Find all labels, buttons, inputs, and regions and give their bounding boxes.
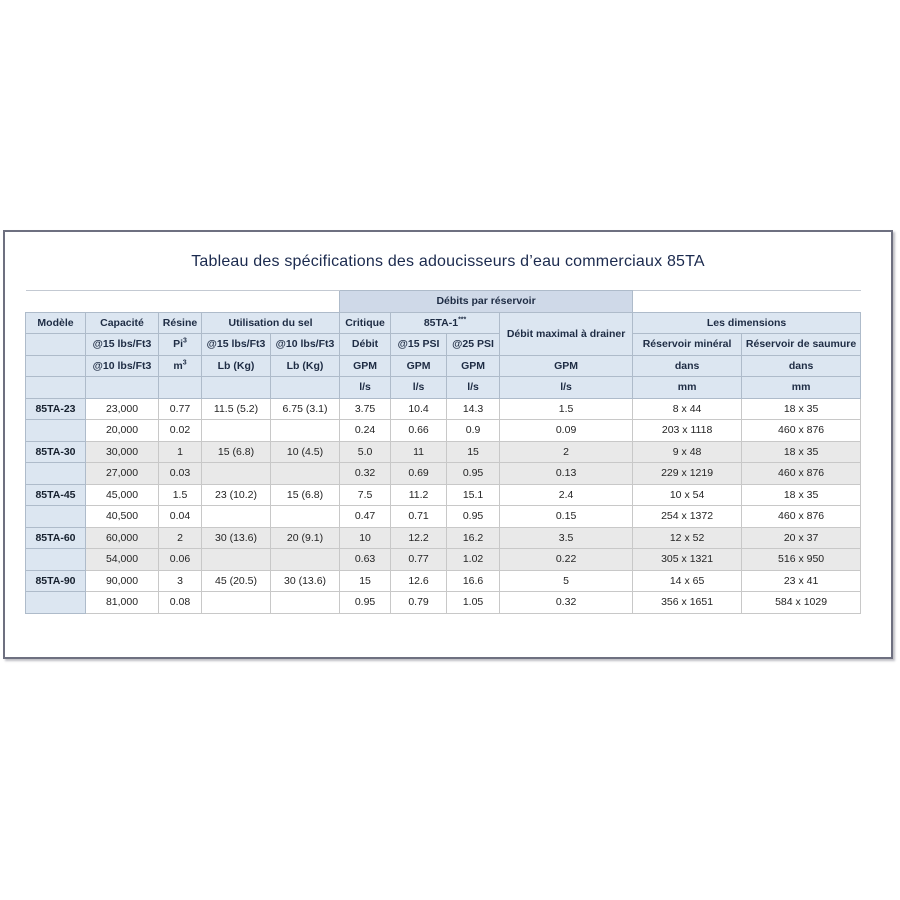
page-title: Tableau des spécifications des adoucisseurs d’eau commerciaux 85TA	[191, 253, 705, 270]
header-sel-at10: @10 lbs/Ft3	[271, 334, 340, 356]
cell-salt15	[202, 549, 271, 571]
cell-salt15: 15 (6.8)	[202, 441, 271, 463]
table-row	[26, 592, 861, 614]
header-85ta1-footnote: ***	[458, 316, 467, 324]
cell-resin: 0.77	[159, 398, 202, 420]
cell-critical: 0.95	[340, 592, 391, 614]
header-row-2	[26, 334, 861, 356]
cell-psi15: 11	[391, 441, 447, 463]
header-psi15: @15 PSI	[391, 334, 447, 356]
cell-salt15: 45 (20.5)	[202, 570, 271, 592]
table-row	[26, 398, 861, 420]
cell-drain: 2.4	[500, 484, 633, 506]
cell-capacity: 54,000	[86, 549, 159, 571]
cell-psi15: 12.2	[391, 527, 447, 549]
header-gpm: GPM	[500, 355, 633, 377]
cell-drain: 3.5	[500, 527, 633, 549]
cell-salt15	[202, 420, 271, 442]
cell-critical: 15	[340, 570, 391, 592]
table-row	[26, 420, 861, 442]
table-row	[26, 441, 861, 463]
header-m3	[159, 355, 202, 377]
band-debits-par-reservoir: Débits par réservoir	[340, 291, 633, 313]
cell-mineral: 356 x 1651	[633, 592, 742, 614]
cell-psi15: 10.4	[391, 398, 447, 420]
cell-mineral: 14 x 65	[633, 570, 742, 592]
header-modele-blank	[26, 355, 86, 377]
table-row	[26, 549, 861, 571]
cell-model: 85TA-23	[26, 398, 86, 420]
header-modele: Modèle	[26, 312, 86, 334]
header-debit-maximal: Débit maximal à drainer	[500, 312, 633, 355]
header-cap-at10: @10 lbs/Ft3	[86, 355, 159, 377]
cell-psi25: 1.02	[447, 549, 500, 571]
cell-salt15: 11.5 (5.2)	[202, 398, 271, 420]
header-85ta1-group	[391, 312, 500, 334]
header-dans: dans	[633, 355, 742, 377]
cell-capacity: 23,000	[86, 398, 159, 420]
table-row	[26, 506, 861, 528]
cell-critical: 0.32	[340, 463, 391, 485]
header-gpm: GPM	[340, 355, 391, 377]
header-resine: Résine	[159, 312, 202, 334]
header-psi25: @25 PSI	[447, 334, 500, 356]
cell-model	[26, 463, 86, 485]
header-sel-blank	[202, 377, 271, 399]
cell-mineral: 8 x 44	[633, 398, 742, 420]
cell-brine: 460 x 876	[742, 463, 861, 485]
cell-critical: 0.24	[340, 420, 391, 442]
header-resine-blank	[159, 377, 202, 399]
cell-brine: 18 x 35	[742, 398, 861, 420]
cell-salt10: 20 (9.1)	[271, 527, 340, 549]
header-ls: l/s	[391, 377, 447, 399]
cell-capacity: 45,000	[86, 484, 159, 506]
header-critique: Critique	[340, 312, 391, 334]
cell-mineral: 12 x 52	[633, 527, 742, 549]
cell-critical: 10	[340, 527, 391, 549]
cell-model	[26, 592, 86, 614]
cell-resin: 0.08	[159, 592, 202, 614]
header-85ta1-label: 85TA-1	[423, 316, 459, 329]
table-row	[26, 570, 861, 592]
cell-brine: 584 x 1029	[742, 592, 861, 614]
cell-critical: 7.5	[340, 484, 391, 506]
cell-resin: 1	[159, 441, 202, 463]
band-row	[26, 291, 861, 313]
cell-drain: 1.5	[500, 398, 633, 420]
cell-capacity: 90,000	[86, 570, 159, 592]
cell-salt15	[202, 463, 271, 485]
header-ls: l/s	[447, 377, 500, 399]
table-header	[26, 291, 861, 399]
cell-psi15: 0.71	[391, 506, 447, 528]
pi-base: Pi	[173, 338, 183, 351]
cell-salt15: 30 (13.6)	[202, 527, 271, 549]
m-base: m	[173, 359, 183, 372]
cell-psi25: 1.05	[447, 592, 500, 614]
header-gpm: GPM	[391, 355, 447, 377]
cell-salt10: 15 (6.8)	[271, 484, 340, 506]
cell-brine: 18 x 35	[742, 441, 861, 463]
cell-salt10: 6.75 (3.1)	[271, 398, 340, 420]
header-row-3	[26, 355, 861, 377]
cell-psi25: 0.95	[447, 506, 500, 528]
header-row-1	[26, 312, 861, 334]
cell-drain: 0.22	[500, 549, 633, 571]
cell-psi25: 0.9	[447, 420, 500, 442]
cell-mineral: 203 x 1118	[633, 420, 742, 442]
header-dans: dans	[742, 355, 861, 377]
cell-salt15	[202, 592, 271, 614]
table-body	[26, 398, 861, 613]
cell-salt10	[271, 506, 340, 528]
header-capacite: Capacité	[86, 312, 159, 334]
cell-model	[26, 549, 86, 571]
cell-model: 85TA-90	[26, 570, 86, 592]
cell-capacity: 20,000	[86, 420, 159, 442]
cell-drain: 0.15	[500, 506, 633, 528]
header-ls: l/s	[500, 377, 633, 399]
band-spacer-right	[633, 291, 861, 313]
cell-drain: 0.32	[500, 592, 633, 614]
cell-salt10	[271, 463, 340, 485]
cell-critical: 5.0	[340, 441, 391, 463]
document-frame	[3, 230, 893, 659]
cell-psi15: 0.66	[391, 420, 447, 442]
header-sel-blank	[271, 377, 340, 399]
header-lb-kg: Lb (Kg)	[202, 355, 271, 377]
cell-brine: 460 x 876	[742, 420, 861, 442]
cell-psi25: 16.6	[447, 570, 500, 592]
cell-model	[26, 420, 86, 442]
cell-drain: 0.13	[500, 463, 633, 485]
cell-capacity: 60,000	[86, 527, 159, 549]
cell-psi25: 16.2	[447, 527, 500, 549]
cell-critical: 3.75	[340, 398, 391, 420]
table-row	[26, 484, 861, 506]
cell-capacity: 81,000	[86, 592, 159, 614]
cell-resin: 0.04	[159, 506, 202, 528]
cell-resin: 0.02	[159, 420, 202, 442]
header-les-dimensions: Les dimensions	[633, 312, 861, 334]
m-sup: 3	[182, 359, 187, 367]
header-pi3	[159, 334, 202, 356]
header-reservoir-saumure: Réservoir de saumure	[742, 334, 861, 356]
cell-mineral: 9 x 48	[633, 441, 742, 463]
cell-critical: 0.63	[340, 549, 391, 571]
cell-salt15	[202, 506, 271, 528]
header-cap-at15: @15 lbs/Ft3	[86, 334, 159, 356]
cell-psi15: 0.77	[391, 549, 447, 571]
header-reservoir-mineral: Réservoir minéral	[633, 334, 742, 356]
cell-psi25: 14.3	[447, 398, 500, 420]
cell-psi15: 0.79	[391, 592, 447, 614]
header-mm: mm	[633, 377, 742, 399]
cell-resin: 0.03	[159, 463, 202, 485]
header-utilisation-du-sel: Utilisation du sel	[202, 312, 340, 334]
cell-salt10	[271, 420, 340, 442]
cell-brine: 18 x 35	[742, 484, 861, 506]
cell-mineral: 254 x 1372	[633, 506, 742, 528]
cell-salt10: 10 (4.5)	[271, 441, 340, 463]
cell-resin: 1.5	[159, 484, 202, 506]
cell-psi15: 11.2	[391, 484, 447, 506]
cell-psi25: 15.1	[447, 484, 500, 506]
cell-psi15: 12.6	[391, 570, 447, 592]
cell-salt10	[271, 592, 340, 614]
cell-brine: 23 x 41	[742, 570, 861, 592]
cell-model	[26, 506, 86, 528]
header-mm: mm	[742, 377, 861, 399]
cell-brine: 20 x 37	[742, 527, 861, 549]
header-sel-at15: @15 lbs/Ft3	[202, 334, 271, 356]
cell-resin: 2	[159, 527, 202, 549]
cell-resin: 3	[159, 570, 202, 592]
cell-salt10	[271, 549, 340, 571]
cell-mineral: 10 x 54	[633, 484, 742, 506]
header-debit: Débit	[340, 334, 391, 356]
cell-capacity: 27,000	[86, 463, 159, 485]
cell-model: 85TA-60	[26, 527, 86, 549]
cell-brine: 516 x 950	[742, 549, 861, 571]
cell-model: 85TA-30	[26, 441, 86, 463]
cell-resin: 0.06	[159, 549, 202, 571]
cell-psi15: 0.69	[391, 463, 447, 485]
cell-brine: 460 x 876	[742, 506, 861, 528]
cell-capacity: 30,000	[86, 441, 159, 463]
table-row	[26, 527, 861, 549]
cell-salt10: 30 (13.6)	[271, 570, 340, 592]
pi-sup: 3	[183, 337, 187, 345]
cell-mineral: 229 x 1219	[633, 463, 742, 485]
cell-psi25: 15	[447, 441, 500, 463]
cell-critical: 0.47	[340, 506, 391, 528]
band-spacer-left	[26, 291, 340, 313]
cell-model: 85TA-45	[26, 484, 86, 506]
header-cap-blank	[86, 377, 159, 399]
header-modele-blank	[26, 377, 86, 399]
cell-capacity: 40,500	[86, 506, 159, 528]
cell-mineral: 305 x 1321	[633, 549, 742, 571]
cell-salt15: 23 (10.2)	[202, 484, 271, 506]
header-row-4	[26, 377, 861, 399]
header-gpm: GPM	[447, 355, 500, 377]
table-row	[26, 463, 861, 485]
cell-drain: 5	[500, 570, 633, 592]
cell-psi25: 0.95	[447, 463, 500, 485]
header-lb-kg: Lb (Kg)	[271, 355, 340, 377]
header-ls: l/s	[340, 377, 391, 399]
cell-drain: 2	[500, 441, 633, 463]
spec-table	[25, 290, 861, 614]
header-modele-blank	[26, 334, 86, 356]
cell-drain: 0.09	[500, 420, 633, 442]
